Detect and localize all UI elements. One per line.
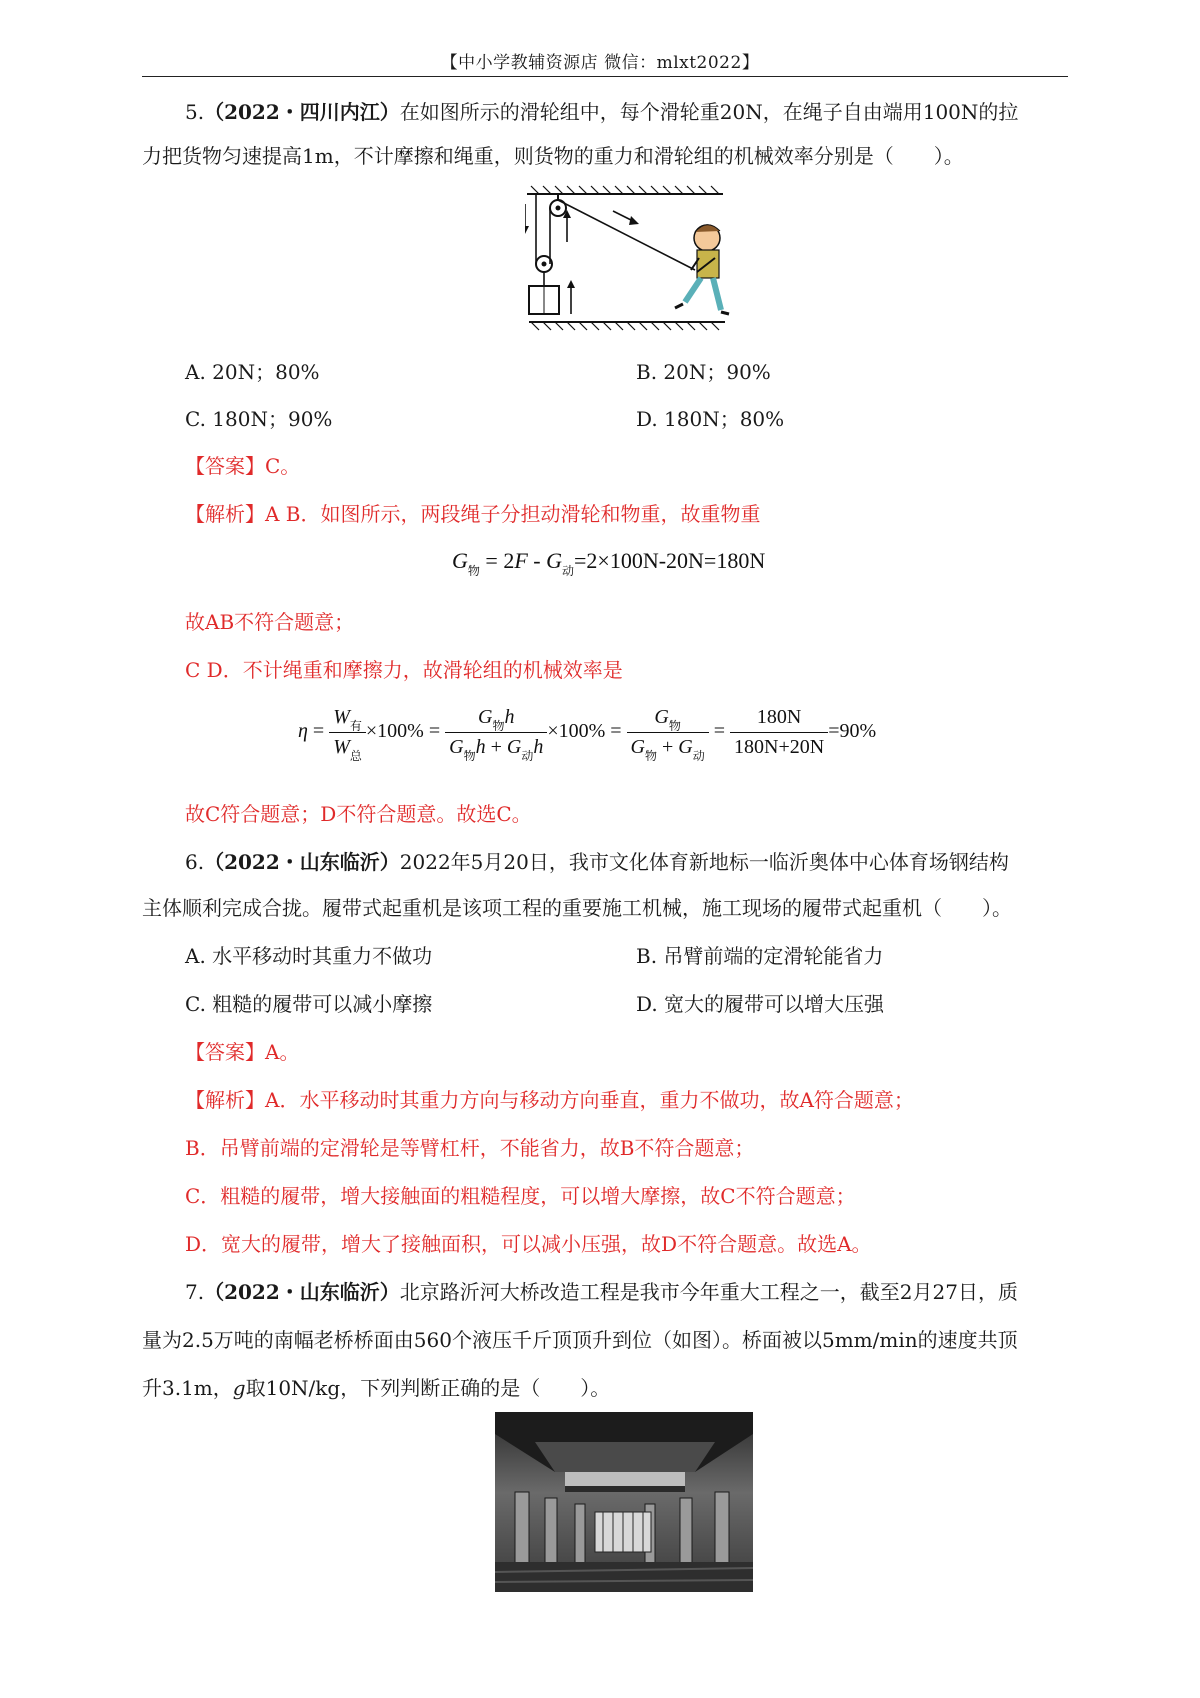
q6-analysis-line4: D．宽大的履带，增大了接触面积，可以减小压强，故D不符合题意。故选A。	[185, 1232, 872, 1256]
q6-answer: 【答案】A。	[185, 1040, 300, 1064]
q5-formula-weight: $G_物 = 2F - G_动=2\times 100N-20N=180N$	[452, 548, 766, 578]
q5-option-a: A. 20N；80%	[185, 360, 320, 384]
q6-analysis-label: 【解析】	[185, 1088, 265, 1112]
q6-stem-text1: 2022年5月20日，我市文化体育新地标一临沂奥体中心体育场钢结构	[399, 850, 1009, 874]
q5-option-c: C. 180N；90%	[185, 407, 333, 431]
q6-stem-line1	[185, 846, 1009, 875]
q7-stem-line3: 升3.1m，g取10N/kg，下列判断正确的是（ ）。	[142, 1376, 611, 1400]
q5-stem-line1	[185, 96, 1018, 125]
q5-analysis-label: 【解析】	[185, 502, 265, 526]
q5-number: 5.	[185, 100, 205, 124]
q7-stem-line1	[185, 1276, 1018, 1305]
page-header: 【中小学教辅资源店 微信：mlxt2022】	[440, 53, 760, 73]
q7-stem-text1: 北京路沂河大桥改造工程是我市今年重大工程之一，截至2月27日，质	[399, 1280, 1018, 1304]
q5-analysis-line4: 故C符合题意；D不符合题意。故选C。	[185, 802, 532, 826]
q7-source: （2022・山东临沂）	[204, 1280, 400, 1304]
q6-option-b: B. 吊臂前端的定滑轮能省力	[636, 944, 884, 968]
q5-analysis-line3: C D．不计绳重和摩擦力，故滑轮组的机械效率是	[185, 658, 623, 682]
q5-option-b: B. 20N；90%	[636, 360, 771, 384]
bridge-photo	[495, 1412, 753, 1592]
q5-analysis-line2: 故AB不符合题意；	[185, 610, 355, 634]
q7-stem-line2: 量为2.5万吨的南幅老桥桥面由560个液压千斤顶顶升到位（如图）。桥面被以5mm/min的速度共顶	[142, 1328, 1018, 1352]
q6-source: （2022・山东临沂）	[204, 850, 400, 874]
q7-number: 7.	[185, 1280, 205, 1304]
q6-analysis-line2: B．吊臂前端的定滑轮是等臂杠杆，不能省力，故B不符合题意；	[185, 1136, 755, 1160]
q6-option-a: A. 水平移动时其重力不做功	[185, 944, 433, 968]
q6-option-c: C. 粗糙的履带可以减小摩擦	[185, 992, 433, 1016]
q5-analysis-text1: A B．如图所示，两段绳子分担动滑轮和物重，故重物重	[265, 502, 761, 526]
q6-analysis-line3: C．粗糙的履带，增大接触面的粗糙程度，可以增大摩擦，故C不符合题意；	[185, 1184, 856, 1208]
q6-stem-line2: 主体顺利完成合拢。履带式起重机是该项工程的重要施工机械，施工现场的履带式起重机（ ）。	[142, 896, 1012, 920]
q6-analysis-line1	[185, 1084, 914, 1113]
q5-stem-line2: 力把货物匀速提高1m，不计摩擦和绳重，则货物的重力和滑轮组的机械效率分别是（ ）。	[142, 144, 964, 168]
q5-source: （2022・四川内江）	[204, 100, 400, 124]
q5-stem-text1: 在如图所示的滑轮组中，每个滑轮重20N，在绳子自由端用100N的拉	[399, 100, 1019, 124]
q5-analysis-line1	[185, 498, 761, 527]
pulley-figure	[525, 184, 755, 340]
q5-answer: 【答案】C。	[185, 454, 301, 478]
q6-analysis-text1: A．水平移动时其重力方向与移动方向垂直，重力不做功，故A符合题意；	[265, 1088, 914, 1112]
q6-number: 6.	[185, 850, 205, 874]
q5-option-d: D. 180N；80%	[636, 407, 785, 431]
q6-option-d: D. 宽大的履带可以增大压强	[636, 992, 885, 1016]
header-divider	[142, 76, 1068, 77]
q5-formula-efficiency: η = $\frac{W_有}{W_总}$ ×100% = $\frac{G_物h}{G_物h + G_动h}$ ×100% = $\frac{G_物}{G_物 + G_动}$ = $\frac{180N}{180N+20N}$ =90%	[298, 706, 877, 763]
